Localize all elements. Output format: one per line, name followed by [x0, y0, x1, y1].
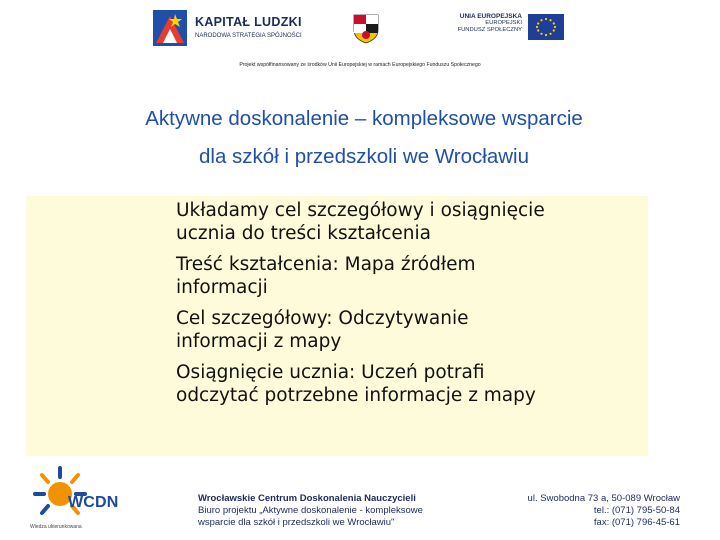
wcdn-logo-text: WCDN: [68, 494, 119, 511]
content-box: [26, 196, 648, 456]
slide-title-line1: Aktywne doskonalenie – kompleksowe wsparcie: [145, 107, 583, 130]
content-line: odczytać potrzebne informacje z mapy: [176, 384, 536, 406]
kapital-ludzki-subtitle: NARODOWA STRATEGIA SPÓJNOŚCI: [195, 33, 302, 39]
footer-office-line1: Biuro projektu „Aktywne doskonalenie - kompleksowe: [198, 505, 423, 516]
content-line: informacji: [176, 276, 268, 298]
eu-flag-icon: [528, 14, 564, 40]
content-line: ucznia do treści kształcenia: [176, 222, 431, 244]
eu-text: [452, 13, 522, 34]
eu-line3: FUNDUSZ SPOŁECZNY: [457, 27, 522, 33]
slide-title-line2: dla szkół i przedszkoli we Wrocławiu: [198, 145, 529, 168]
slide-title: [0, 100, 720, 176]
footer-tel: tel.: (071) 795-50-84: [593, 505, 680, 516]
footer-office-line2: wsparcie dla szkół i przedszkoli we Wrocławiu": [198, 517, 395, 528]
wcdn-sun-logo-icon: [30, 464, 90, 522]
content-line: Układamy cel szczegółowy i osiągnięcie: [176, 200, 545, 221]
footer-contact: [508, 493, 680, 529]
wcdn-logo: [30, 464, 136, 536]
content-line: Treść kształcenia: Mapa źródłem: [176, 254, 476, 275]
kapital-ludzki-logo: [153, 10, 353, 52]
footer-address: ul. Swobodna 73 a, 50-089 Wrocław: [527, 493, 680, 504]
wcdn-logo-tagline: Wiedza ukierunkowana: [30, 524, 82, 530]
content-line: informacji z mapy: [176, 330, 342, 352]
content-line: Cel szczegółowy: Odczytywanie: [176, 308, 469, 329]
project-funding-note: Projekt współfinansowany ze środków Unii Europejskiej w ramach Europejskiego Funduszu Społecznego: [239, 62, 481, 68]
content-lines: [176, 200, 646, 407]
kapital-ludzki-logo-icon: [153, 10, 187, 46]
eu-line2: EUROPEJSKI: [485, 20, 522, 26]
kapital-ludzki-title: KAPITAŁ LUDZKI: [195, 15, 302, 29]
footer-org-name: Wrocławskie Centrum Doskonalenia Nauczycieli: [198, 493, 416, 504]
eu-line1: UNIA EUROPEJSKA: [459, 13, 522, 20]
footer-organization: [198, 493, 423, 529]
city-crest-icon: [353, 14, 379, 44]
content-line: Osiągnięcie ucznia: Uczeń potrafi: [176, 362, 485, 383]
footer-fax: fax: (071) 796-45-61: [593, 517, 680, 528]
